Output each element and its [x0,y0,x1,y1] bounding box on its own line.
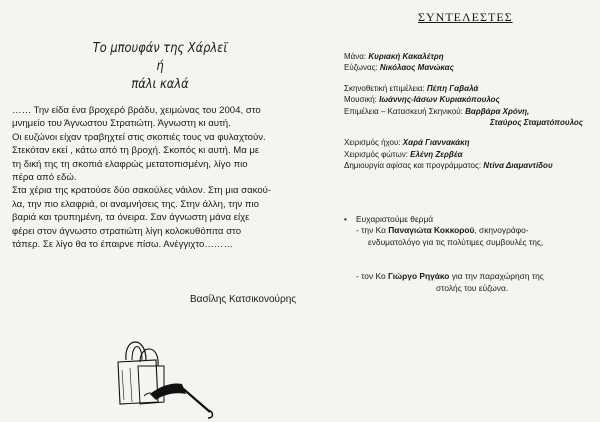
title-line-3: πάλι καλά [131,77,189,92]
thanks-first: - την Κα Παναγιώτα Κοκκορού, σκηνογράφο- [356,225,529,236]
credit-row: Μουσική: Ιωάννης-Ιάσων Κυριακόπουλος [344,95,500,105]
acknowledgements [344,214,594,294]
thanks-second: - τον Κο Γιώργο Ρηγάκο για την παραχώρηση της [356,271,544,282]
thanks-first-cont: ενδυματολόγο για τις πολύτιμες συμβουλές της, [368,236,544,247]
play-title [72,40,248,94]
text-line: Στεκόταν εκεί , κάτω από τη βροχή. Σκοπός κι αυτή. Μα με [12,145,260,157]
credit-row: Σκηνοθετική επιμέλεια: Πέπη Γαβαλά [344,83,479,93]
text-line: μνημείο του Άγνωστου Στρατιώτη. Άγνωστη κι αυτή. [12,118,231,130]
bullet-icon: • [344,214,347,224]
credits-heading: ΣΥΝΤΕΛΕΣΤΕΣ [418,10,513,24]
text-line: τη δική της τη σκοπιά ελαφρώς μετατοπισμένη, λίγο πιο [12,158,248,170]
text-line: λα, την πιο ελαφριά, οι αναμνήσεις της. Στην άλλη, την πιο [12,198,259,210]
author-signature: Βασίλης Κατσικονούρης [190,294,297,305]
credit-row: Εύζωνας: Νικόλαος Μανώκας [344,63,454,73]
text-line: τάπερ. Σε λίγο θα το έπαιρνε πίσω. Ανέγγιχτο……… [12,239,234,251]
thanks-second-cont: στολής του εύζωνα. [436,282,509,293]
text-line: φέρει στον άγνωστο στρατιώτη λίγη κολοκυθόπιτα στο [12,225,242,237]
text-line: πέρα από εδώ. [12,172,77,184]
bag-and-umbrella-illustration [110,330,220,420]
text-line: Στα χέρια της κρατούσε δύο σακούλες νάιλον. Στη μια σακού- [12,185,272,197]
credit-row: Δημιουργία αφίσας και προγράμματος: Ντίνα Διαμαντίδου [344,161,553,171]
title-line-2: ή [156,59,164,74]
credit-row: Χειρισμός φώτων: Ελένη Ζερβέα [344,149,463,159]
text-line: Οι ευζώνοι είχαν τραβηχτεί στις σκοπιές τους να φυλαχτούν. [12,131,266,143]
credit-row: Μάνα: Κυριακή Κακαλέτρη [344,52,444,61]
text-line: …… Την είδα ένα βροχερό βράδυ, χειμώνας του 2004, στο [12,105,261,116]
title-line-1: Το μπουφάν της Χάρλεϊ [92,41,228,56]
thanks-intro: • Ευχαριστούμε θερμά [344,214,434,224]
credit-row: Χειρισμός ήχου: Χαρά Γιαννακάκη [344,138,470,148]
credit-row: Επιμέλεια – Κατασκευή Σκηνικού: Βαρβάρα Χρόνη, [344,106,530,116]
text-line: βαριά και τρυπημένη, τα όνειρα. Σαν άγνωστη μάνα είχε [12,212,250,224]
credit-row: Σταύρος Σταματόπουλος [490,118,584,128]
credits-list [344,51,594,172]
synopsis-text [12,104,312,251]
